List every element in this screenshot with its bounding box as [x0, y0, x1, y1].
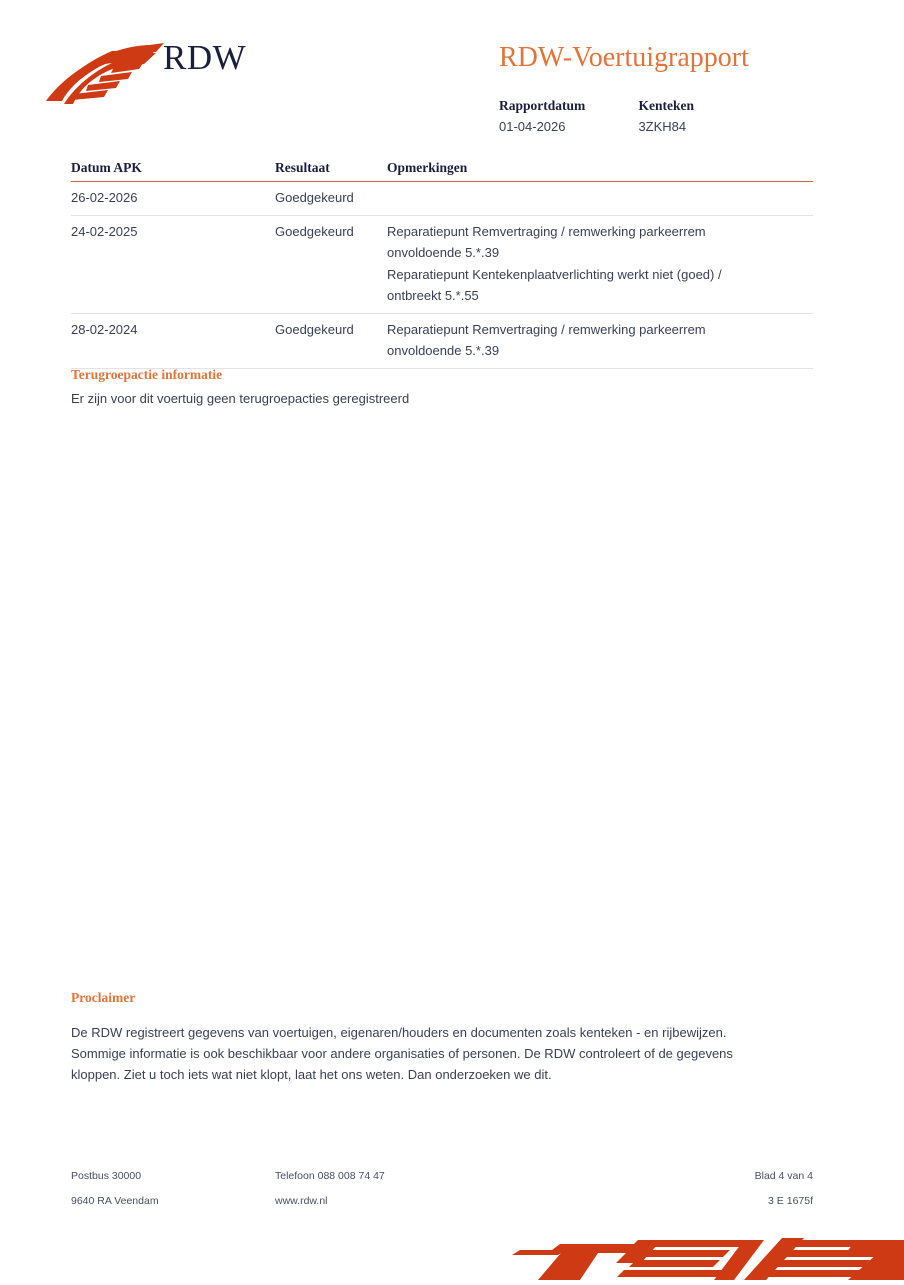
meta-kenteken-value: 3ZKH84 [638, 119, 687, 134]
report-meta [499, 96, 839, 136]
column-header-resultaat: Resultaat [275, 160, 330, 175]
remark-line: onvoldoende 5.*.39 [387, 343, 500, 358]
proclaimer-body: De RDW registreert gegevens van voertuigen, eigenaren/houders en documenten zoals kenteken - en rijbewijzen. Sommige informatie is ook beschikbaar voor andere organisaties of personen. De RDW controleert of de gegevens kloppen. Ziet u toch iets wat niet klopt, laat het ons weten. Dan onderzoeken we dit. [71, 1025, 733, 1082]
footer-city: 9640 RA Veendam [71, 1195, 159, 1207]
remark-line: Reparatiepunt Remvertraging / remwerking parkeerrem [387, 321, 706, 337]
table-row [71, 216, 813, 314]
footer-form-code: 3 E 1675f [768, 1195, 813, 1207]
rdw-feather-logo-icon [44, 38, 166, 108]
meta-rapportdatum-label: Rapportdatum [499, 98, 586, 113]
table-row [71, 182, 813, 216]
cell-datum-apk: 28-02-2024 [71, 321, 138, 337]
footer-telefoon: Telefoon 088 008 74 47 [275, 1170, 385, 1182]
cell-datum-apk: 26-02-2026 [71, 190, 138, 205]
cell-opmerkingen [387, 187, 807, 209]
cell-opmerkingen [387, 319, 807, 362]
rdw-speedlines-graphic-icon [498, 1218, 904, 1280]
proclaimer-section [71, 990, 813, 1085]
meta-rapportdatum-value: 01-04-2026 [499, 119, 566, 134]
cell-datum-apk: 24-02-2025 [71, 223, 138, 239]
remark-line: onvoldoende 5.*.39 [387, 245, 500, 260]
remark-line: Reparatiepunt Remvertraging / remwerking parkeerrem [387, 223, 706, 239]
column-header-datum-apk: Datum APK [71, 160, 142, 175]
remark-line [387, 187, 807, 209]
document-footer [71, 1170, 813, 1220]
footer-line-1 [71, 1170, 813, 1195]
cell-opmerkingen [387, 221, 807, 307]
footer-website[interactable]: www.rdw.nl [275, 1195, 328, 1207]
recall-heading: Terugroepactie informatie [71, 367, 223, 382]
footer-line-2 [71, 1195, 813, 1220]
recall-section [71, 367, 813, 408]
cell-resultaat: Goedgekeurd [275, 190, 354, 205]
meta-rapportdatum [499, 96, 634, 136]
page-title: RDW-Voertuigrapport [499, 42, 749, 73]
remark-line: ontbreekt 5.*.55 [387, 288, 479, 303]
proclaimer-heading: Proclaimer [71, 990, 136, 1005]
remark-line: Reparatiepunt Kentekenplaatverlichting werkt niet (goed) / [387, 266, 722, 282]
cell-resultaat: Goedgekeurd [275, 223, 354, 239]
table-row [71, 314, 813, 369]
rdw-wordmark: RDW [163, 38, 247, 77]
footer-postbus: Postbus 30000 [71, 1170, 142, 1182]
cell-resultaat: Goedgekeurd [275, 321, 354, 337]
footer-page-number: Blad 4 van 4 [754, 1170, 813, 1182]
meta-kenteken-label: Kenteken [638, 98, 694, 113]
document-header [0, 0, 904, 150]
table-header-row [71, 160, 813, 182]
recall-body: Er zijn voor dit voertuig geen terugroepacties geregistreerd [71, 391, 410, 406]
apk-history-table [71, 160, 813, 369]
column-header-opmerkingen: Opmerkingen [387, 160, 468, 175]
meta-kenteken [638, 96, 694, 136]
